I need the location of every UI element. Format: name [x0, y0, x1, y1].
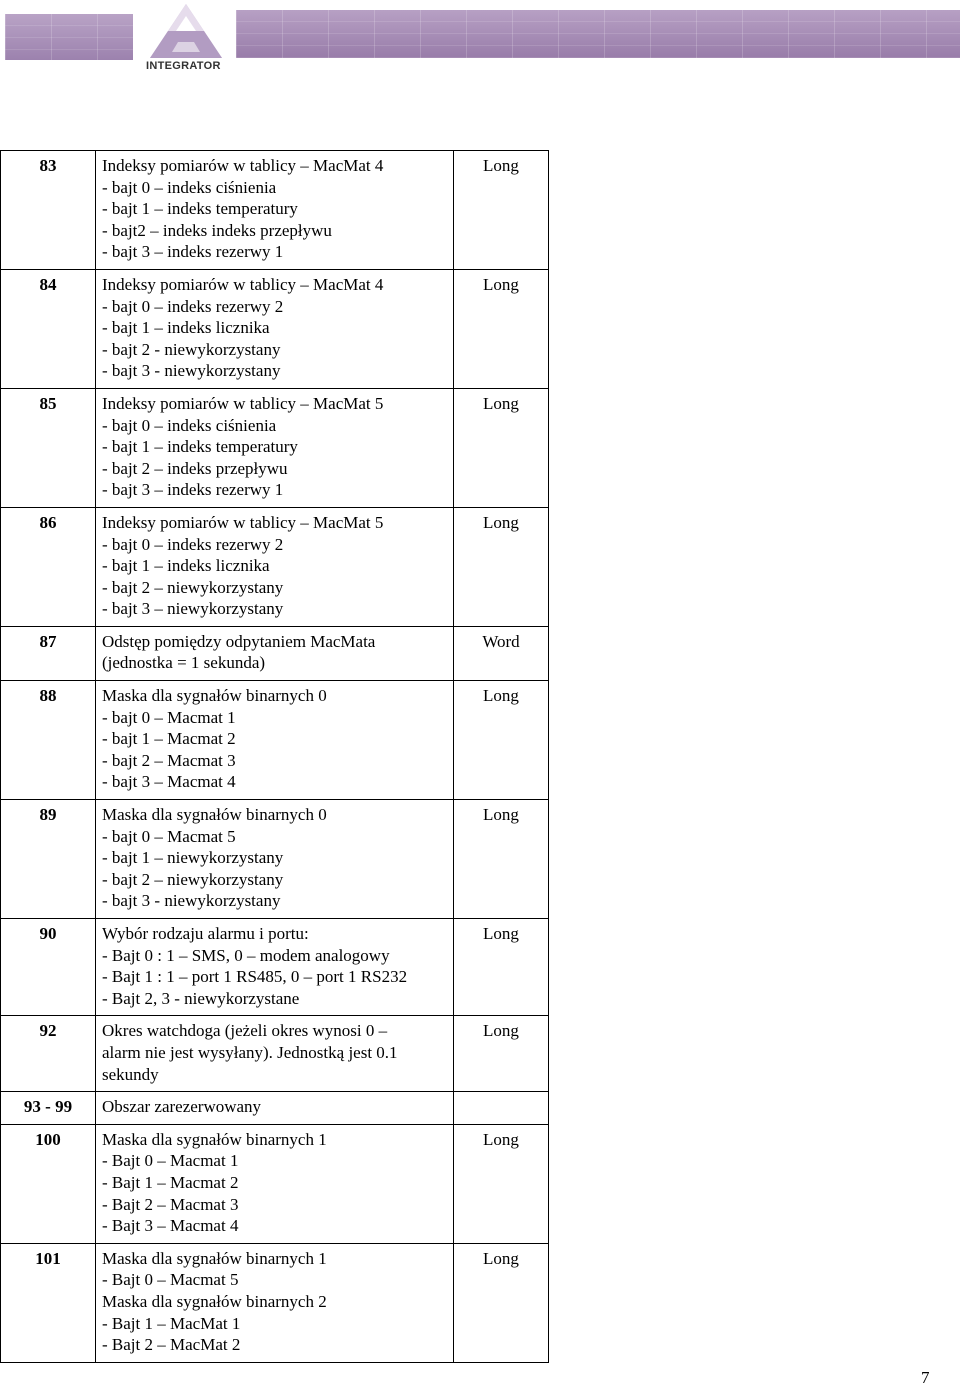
- register-number: 101: [1, 1243, 96, 1362]
- register-number: 93 - 99: [1, 1092, 96, 1125]
- description-line: Indeksy pomiarów w tablicy – MacMat 5: [102, 393, 384, 413]
- table-row: [1, 151, 549, 270]
- register-description: [96, 1016, 454, 1092]
- description-line: - Bajt 2 – Macmat 3: [102, 1194, 239, 1214]
- register-description: [96, 388, 454, 507]
- description-line: - bajt 1 – Macmat 2: [102, 729, 236, 749]
- description-line: - bajt 2 – niewykorzystany: [102, 869, 284, 889]
- description-line: Indeksy pomiarów w tablicy – MacMat 4: [102, 274, 384, 294]
- description-line: Maska dla sygnałów binarnych 1: [102, 1129, 327, 1149]
- description-line: - bajt 0 – indeks rezerwy 2: [102, 534, 284, 554]
- description-line: Indeksy pomiarów w tablicy – MacMat 5: [102, 512, 384, 532]
- register-number: 88: [1, 681, 96, 800]
- description-line: - bajt 2 – Macmat 3: [102, 750, 236, 770]
- table-row: [1, 681, 549, 800]
- description-line: - Bajt 1 – MacMat 1: [102, 1313, 241, 1333]
- table-row: [1, 1243, 549, 1362]
- page-header: [0, 0, 960, 80]
- register-type: [454, 1092, 549, 1125]
- register-type: Word: [454, 626, 549, 680]
- description-line: - Bajt 1 – Macmat 2: [102, 1172, 239, 1192]
- register-description: [96, 626, 454, 680]
- register-type: Long: [454, 507, 549, 626]
- description-line: - Bajt 0 – Macmat 1: [102, 1151, 239, 1171]
- table-row: [1, 919, 549, 1016]
- register-description: [96, 269, 454, 388]
- description-line: sekundy: [102, 1064, 159, 1084]
- register-number: 90: [1, 919, 96, 1016]
- description-line: Odstęp pomiędzy odpytaniem MacMata: [102, 631, 376, 651]
- description-line: alarm nie jest wysyłany). Jednostką jest 0.1: [102, 1042, 398, 1062]
- register-description: [96, 681, 454, 800]
- register-description: [96, 800, 454, 919]
- description-line: - Bajt 3 – Macmat 4: [102, 1216, 239, 1236]
- register-description: [96, 507, 454, 626]
- description-line: - bajt 1 – indeks temperatury: [102, 199, 298, 219]
- description-line: - bajt 1 – indeks licznika: [102, 318, 270, 338]
- register-number: 84: [1, 269, 96, 388]
- register-type: Long: [454, 1243, 549, 1362]
- register-description: [96, 1092, 454, 1125]
- register-number: 100: [1, 1124, 96, 1243]
- description-line: - bajt 1 – indeks licznika: [102, 556, 270, 576]
- register-table: [0, 150, 549, 1363]
- register-number: 85: [1, 388, 96, 507]
- description-line: Maska dla sygnałów binarnych 0: [102, 686, 327, 706]
- description-line: - Bajt 0 : 1 – SMS, 0 – modem analogowy: [102, 945, 390, 965]
- table-row: [1, 1092, 549, 1125]
- register-number: 87: [1, 626, 96, 680]
- logo-text: INTEGRATOR: [146, 60, 221, 72]
- description-line: Obszar zarezerwowany: [102, 1097, 262, 1117]
- register-description: [96, 1243, 454, 1362]
- description-line: Maska dla sygnałów binarnych 1: [102, 1248, 327, 1268]
- description-line: - bajt 2 – niewykorzystany: [102, 577, 284, 597]
- description-line: - bajt 2 – indeks przepływu: [102, 458, 288, 478]
- description-line: - bajt 0 – Macmat 5: [102, 826, 236, 846]
- description-line: - Bajt 2, 3 - niewykorzystane: [102, 988, 300, 1008]
- register-type: Long: [454, 919, 549, 1016]
- page-number: 7: [921, 1368, 930, 1387]
- table-row: [1, 507, 549, 626]
- table-row: [1, 269, 549, 388]
- description-line: - Bajt 0 – Macmat 5: [102, 1270, 239, 1290]
- description-line: (jednostka = 1 sekunda): [102, 653, 266, 673]
- description-line: - Bajt 2 – MacMat 2: [102, 1335, 241, 1355]
- register-description: [96, 1124, 454, 1243]
- table-row: [1, 626, 549, 680]
- description-line: - bajt 1 – niewykorzystany: [102, 848, 284, 868]
- description-line: Maska dla sygnałów binarnych 2: [102, 1291, 327, 1311]
- table-row: [1, 800, 549, 919]
- description-line: Maska dla sygnałów binarnych 0: [102, 805, 327, 825]
- description-line: - bajt 0 – Macmat 1: [102, 707, 236, 727]
- description-line: - bajt 3 – indeks rezerwy 1: [102, 242, 284, 262]
- description-line: - bajt 3 – Macmat 4: [102, 772, 236, 792]
- register-type: Long: [454, 388, 549, 507]
- description-line: - bajt 0 – indeks ciśnienia: [102, 177, 277, 197]
- description-line: Wybór rodzaju alarmu i portu:: [102, 924, 309, 943]
- description-line: - bajt 3 – indeks rezerwy 1: [102, 480, 284, 500]
- register-number: 83: [1, 151, 96, 270]
- register-type: Long: [454, 151, 549, 270]
- register-number: 92: [1, 1016, 96, 1092]
- description-line: - bajt 3 - niewykorzystany: [102, 361, 281, 381]
- register-number: 86: [1, 507, 96, 626]
- header-band-right: [236, 10, 960, 58]
- description-line: - bajt 3 - niewykorzystany: [102, 891, 281, 911]
- description-line: - Bajt 1 : 1 – port 1 RS485, 0 – port 1 RS232: [102, 967, 408, 987]
- register-type: Long: [454, 1016, 549, 1092]
- register-description: [96, 919, 454, 1016]
- description-line: - bajt 0 – indeks ciśnienia: [102, 415, 277, 435]
- description-line: - bajt 1 – indeks temperatury: [102, 437, 298, 457]
- register-type: Long: [454, 800, 549, 919]
- header-band-left: [5, 14, 133, 60]
- description-line: Okres watchdoga (jeżeli okres wynosi 0 –: [102, 1021, 388, 1041]
- description-line: - bajt 3 – niewykorzystany: [102, 599, 284, 619]
- register-type: Long: [454, 269, 549, 388]
- register-number: 89: [1, 800, 96, 919]
- description-line: - bajt 2 - niewykorzystany: [102, 339, 281, 359]
- register-type: Long: [454, 1124, 549, 1243]
- table-row: [1, 1016, 549, 1092]
- description-line: Indeksy pomiarów w tablicy – MacMat 4: [102, 156, 384, 175]
- description-line: - bajt 0 – indeks rezerwy 2: [102, 296, 284, 316]
- table-row: [1, 388, 549, 507]
- register-type: Long: [454, 681, 549, 800]
- register-description: [96, 151, 454, 270]
- table-row: [1, 1124, 549, 1243]
- description-line: - bajt2 – indeks indeks przepływu: [102, 220, 332, 240]
